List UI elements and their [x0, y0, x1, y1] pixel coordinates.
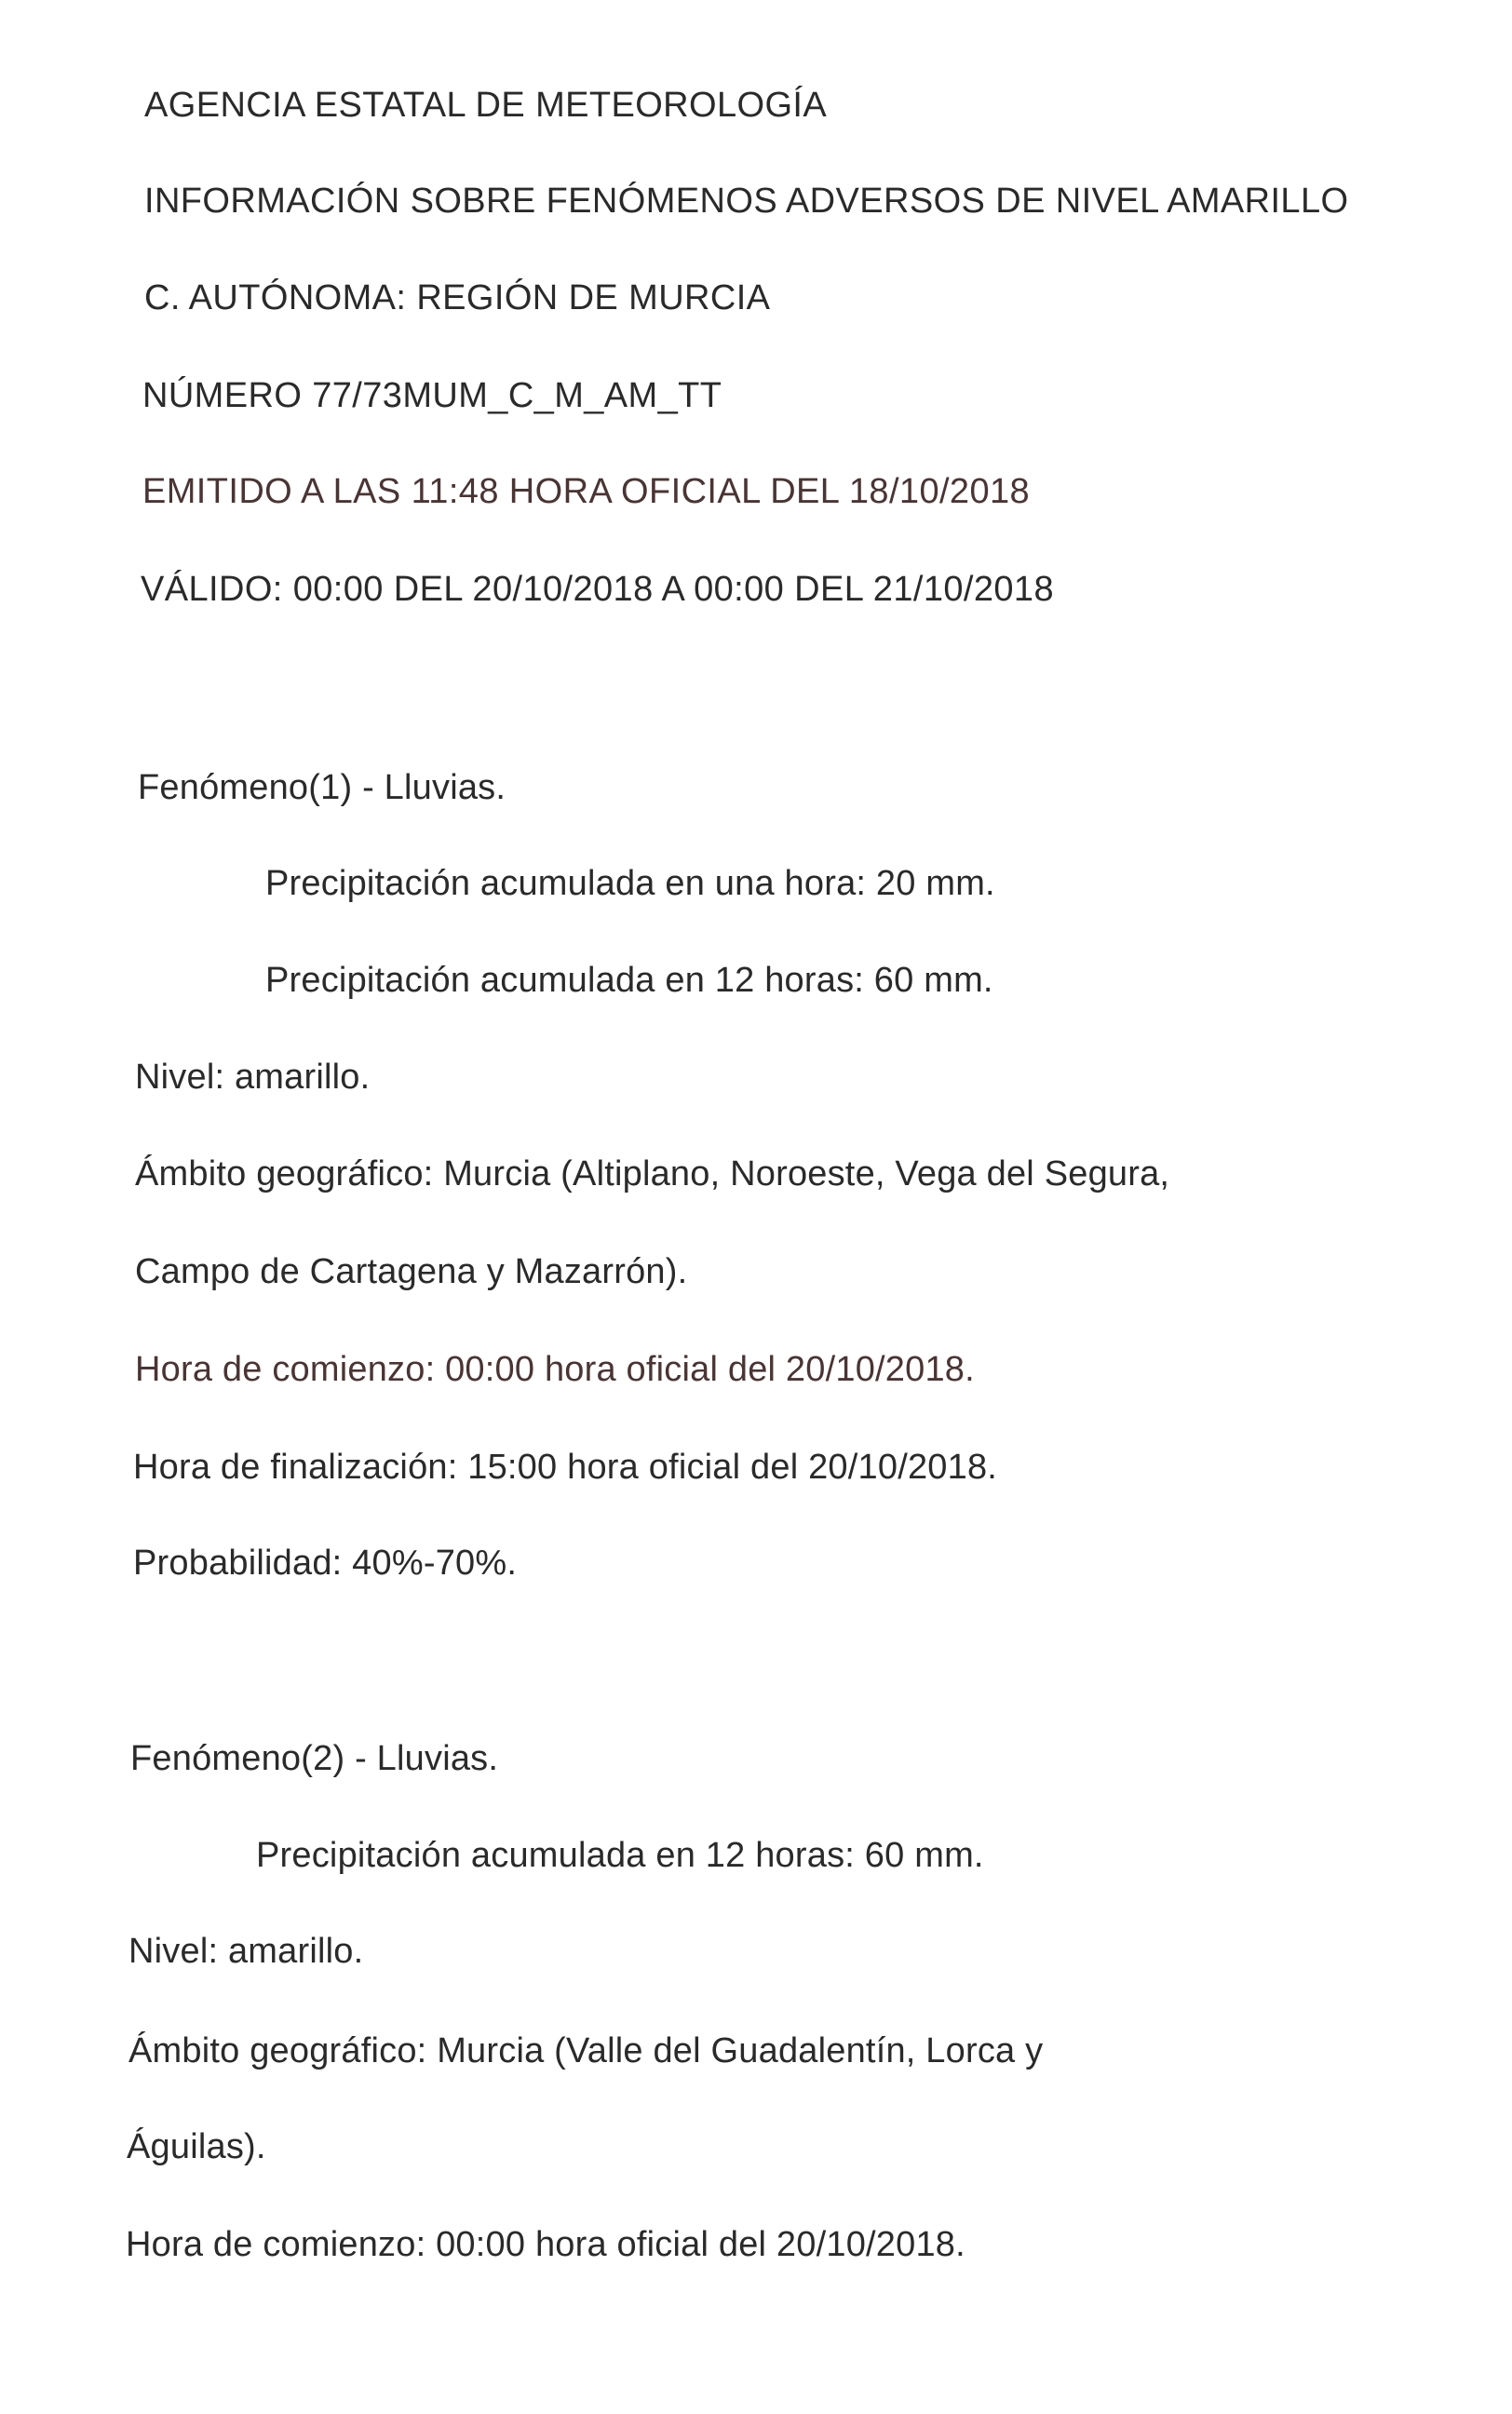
phenomenon-level: Nivel: amarillo.: [135, 1058, 371, 1097]
phenomenon-detail: Precipitación acumulada en 12 horas: 60 mm.: [265, 961, 993, 1000]
phenomenon-title: Fenómeno(1) - Lluvias.: [138, 768, 506, 807]
region-line: C. AUTÓNOMA: REGIÓN DE MURCIA: [144, 278, 771, 317]
phenomenon-title: Fenómeno(2) - Lluvias.: [130, 1739, 499, 1778]
phenomenon-start: Hora de comienzo: 00:00 hora oficial del 20/10/2018.: [126, 2225, 965, 2264]
phenomenon-probability: Probabilidad: 40%-70%.: [133, 1544, 518, 1583]
phenomenon-start: Hora de comienzo: 00:00 hora oficial del 20/10/2018.: [135, 1350, 975, 1389]
phenomenon-level: Nivel: amarillo.: [128, 1932, 364, 1971]
emitted-line: EMITIDO A LAS 11:48 HORA OFICIAL DEL 18/10/2018: [142, 472, 1031, 511]
valid-line: VÁLIDO: 00:00 DEL 20/10/2018 A 00:00 DEL 21/10/2018: [141, 570, 1054, 609]
bulletin-title: INFORMACIÓN SOBRE FENÓMENOS ADVERSOS DE NIVEL AMARILLO: [144, 182, 1349, 221]
bulletin-number: NÚMERO 77/73MUM_C_M_AM_TT: [142, 376, 722, 415]
agency-name: AGENCIA ESTATAL DE METEOROLOGÍA: [144, 86, 828, 125]
phenomenon-detail: Precipitación acumulada en una hora: 20 mm.: [265, 864, 995, 903]
phenomenon-scope: Ámbito geográfico: Murcia (Valle del Guadalentín, Lorca y: [128, 2031, 1044, 2070]
phenomenon-detail: Precipitación acumulada en 12 horas: 60 mm.: [256, 1836, 984, 1875]
phenomenon-scope-continued: Campo de Cartagena y Mazarrón).: [135, 1252, 688, 1291]
phenomenon-scope: Ámbito geográfico: Murcia (Altiplano, Noroeste, Vega del Segura,: [135, 1154, 1170, 1194]
phenomenon-scope-continued: Águilas).: [127, 2127, 266, 2166]
phenomenon-end: Hora de finalización: 15:00 hora oficial del 20/10/2018.: [133, 1448, 998, 1487]
